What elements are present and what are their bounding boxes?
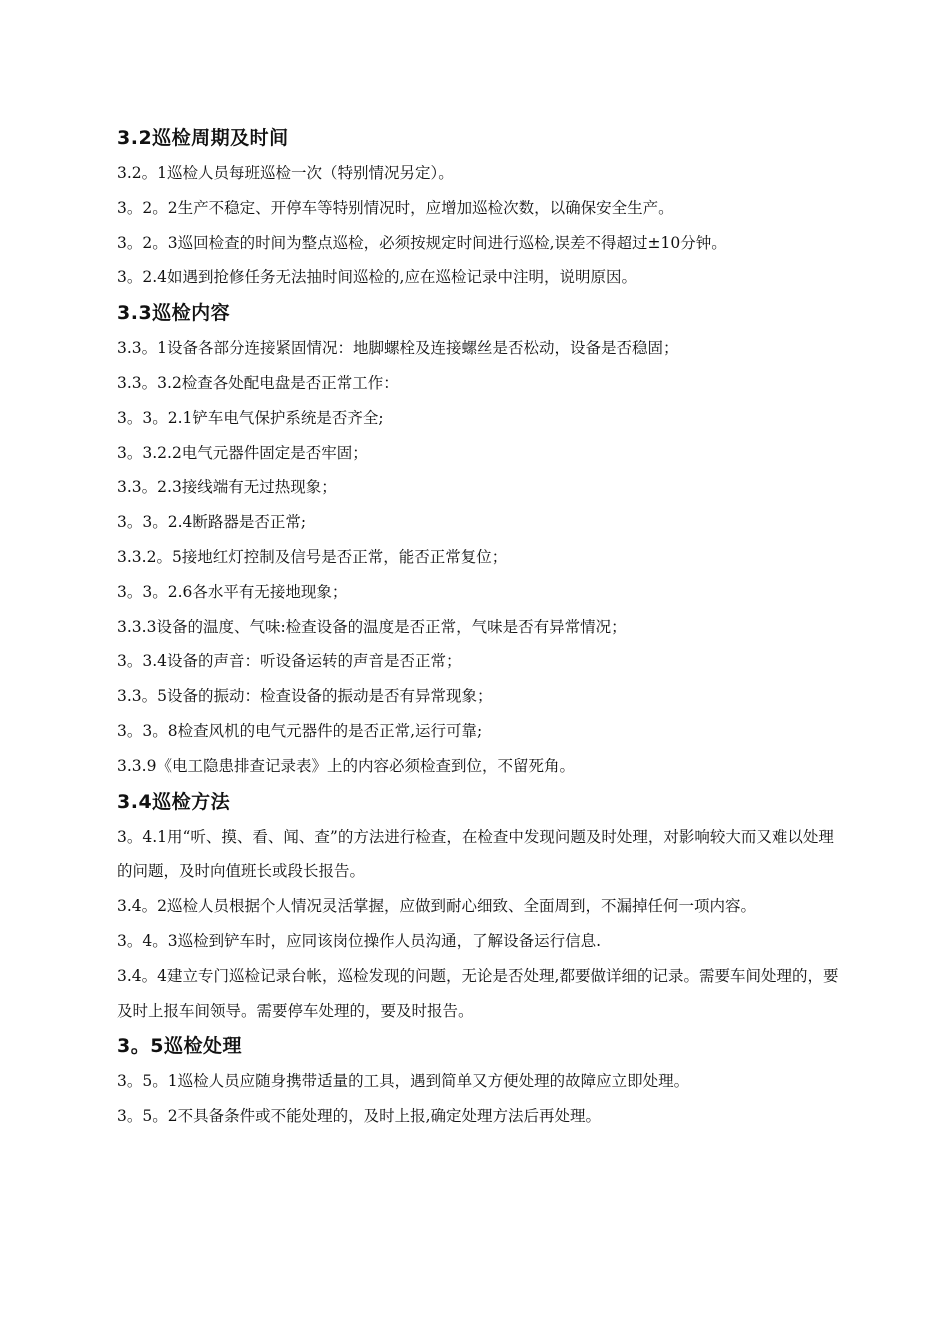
- paragraph: 3.3.2。5接地红灯控制及信号是否正常，能否正常复位；: [117, 547, 508, 566]
- section-heading: 3。5巡检处理: [117, 1035, 242, 1058]
- paragraph: 3.3。2.3接线端有无过热现象；: [117, 478, 337, 497]
- paragraph: 3。3.4设备的声音：听设备运转的声音是否正常；: [117, 652, 462, 671]
- paragraph: 3。2。3巡回检查的时间为整点巡检，必须按规定时间进行巡检,误差不得超过±10分钟。: [117, 233, 727, 252]
- paragraph: 3。3.2.2电气元器件固定是否牢固；: [117, 443, 368, 462]
- paragraph: 3。5。1巡检人员应随身携带适量的工具，遇到简单又方便处理的故障应立即处理。: [117, 1072, 690, 1091]
- section-heading: 3.3巡检内容: [117, 302, 231, 325]
- section-heading: 3.2巡检周期及时间: [117, 127, 289, 149]
- paragraph: 3.3。1设备各部分连接紧固情况：地脚螺栓及连接螺丝是否松动，设备是否稳固；: [117, 339, 679, 358]
- paragraph: 3。4。3巡检到铲车时，应同该岗位操作人员沟通，了解设备运行信息.: [117, 931, 602, 950]
- paragraph: 3。2.4如遇到抢修任务无法抽时间巡检的,应在巡检记录中注明，说明原因。: [117, 268, 637, 287]
- paragraph: 3。3。2.6各水平有无接地现象；: [117, 582, 348, 601]
- paragraph: 3。3。2.4断路器是否正常;: [117, 513, 307, 532]
- section-3-4: [117, 784, 842, 1029]
- section-3-5: [117, 1028, 842, 1134]
- section-3-2: [117, 120, 842, 295]
- paragraph: 3.3.9《电工隐患排查记录表》上的内容必须检查到位，不留死角。: [117, 756, 575, 775]
- paragraph: 3。5。2不具备条件或不能处理的，及时上报,确定处理方法后再处理。: [117, 1107, 602, 1126]
- paragraph: 3.2。1巡检人员每班巡检一次（特别情况另定）。: [117, 164, 454, 182]
- document-body: [117, 120, 842, 1134]
- paragraph: 3.4。4建立专门巡检记录台帐，巡检发现的问题，无论是否处理,都要做详细的记录。需要车间处理的，要及时上报车间领导。需要停车处理的，要及时报告。: [117, 966, 839, 1020]
- paragraph: 3.4。2巡检人员根据个人情况灵活掌握，应做到耐心细致、全面周到，不漏掉任何一项内容。: [117, 897, 757, 916]
- section-heading: 3.4巡检方法: [117, 790, 231, 813]
- section-3-3: [117, 295, 842, 783]
- paragraph: 3.3.3设备的温度、气味:检查设备的温度是否正常，气味是否有异常情况；: [117, 617, 627, 636]
- paragraph: 3。2。2生产不稳定、开停车等特别情况时，应增加巡检次数，以确保安全生产。: [117, 198, 674, 217]
- paragraph: 3.3。5设备的振动：检查设备的振动是否有异常现象；: [117, 687, 493, 706]
- paragraph: 3.3。3.2检查各处配电盘是否正常工作：: [117, 373, 399, 392]
- paragraph: 3。3。2.1铲车电气保护系统是否齐全;: [117, 408, 384, 427]
- paragraph: 3。4.1用“听、摸、看、闻、查”的方法进行检查，在检查中发现问题及时处理，对影响较大而又难以处理的问题，及时向值班长或段长报告。: [117, 827, 834, 881]
- paragraph: 3。3。8检查风机的电气元器件的是否正常,运行可靠;: [117, 721, 483, 740]
